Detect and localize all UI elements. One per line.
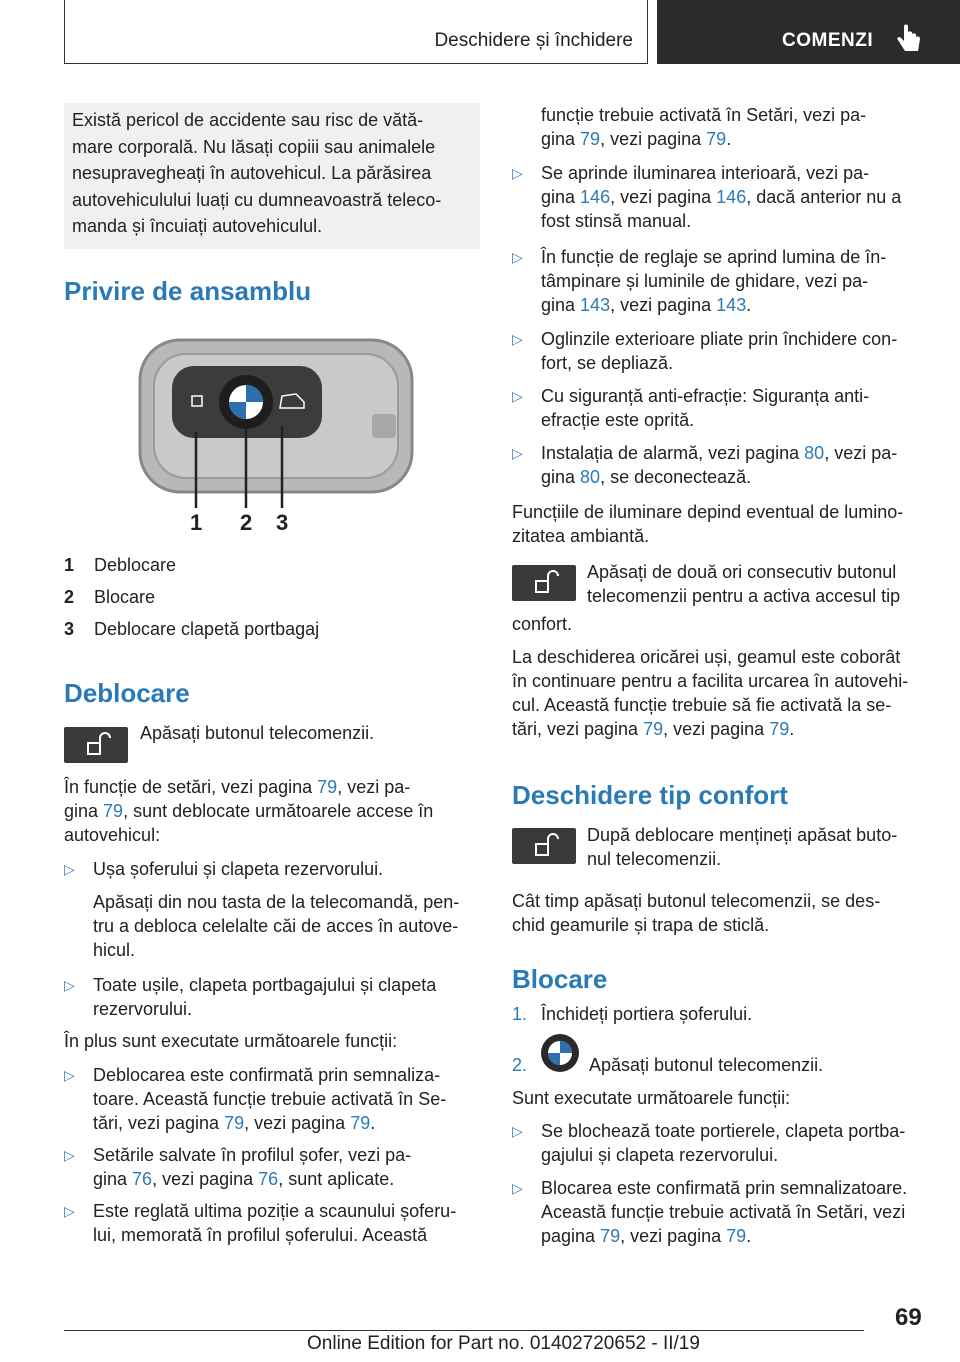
page-link[interactable]: 79 [769, 719, 790, 739]
step-text: Închideți portiera șoferului. [541, 1004, 753, 1024]
header-section-box [64, 0, 648, 64]
bullet-continuation: Apăsați din nou tasta de la telecomandă, pen- tru a debloca celelalte căi de acces în autove- hicul. [93, 892, 460, 960]
bullet-text: Este reglată ultima poziție a scaunului șoferu- lui, memorată în profilul șoferului. Această [93, 1201, 457, 1245]
legend-label: Deblocare [94, 555, 177, 575]
bullet-text: Deblocarea este confirmată prin semnaliza- toare. Această funcție trebuie activată în Se- tări, vezi pagina 79, vezi pagina 79. [93, 1065, 447, 1133]
legend-number: 1 [64, 555, 75, 575]
unlock-press-text: Apăsați butonul telecomenzii. [140, 723, 375, 743]
bullet-triangle-icon: ▷ [512, 249, 523, 265]
continuation-text: funcție trebuie activată în Setări, vezi pa- gina 79, vezi pagina 79. [541, 105, 867, 149]
door-open-text: La deschiderea oricărei uși, geamul este coborât în continuare pentru a facilita urcarea în autovehi- cul. Această funcție trebuie să fie activată la se- tări, vezi pagina 79, vezi pagina 79. [512, 647, 909, 739]
bullet-text: Se aprinde iluminarea interioară, vezi pa- gina 146, vezi pagina 146, dacă anterior nu a fost stinsă manual. [541, 163, 902, 231]
legend-item [64, 617, 320, 641]
unlock-button-icon [512, 828, 576, 864]
legend-item [64, 553, 177, 577]
page-link[interactable]: 79 [643, 719, 664, 739]
page-link[interactable]: 146 [580, 187, 611, 207]
bmw-logo-button-icon [540, 1033, 580, 1073]
bullet-triangle-icon: ▷ [512, 445, 523, 461]
footer-divider [64, 1330, 864, 1331]
bullet-triangle-icon: ▷ [64, 977, 75, 993]
warning-line: mare corporală. Nu lăsați copiii sau animalele [72, 136, 436, 157]
page-link[interactable]: 79 [350, 1113, 371, 1133]
warning-line: autovehiculului luați cu dumneavoastră teleco- [72, 189, 442, 210]
car-key-figure [136, 336, 420, 536]
bullet-triangle-icon: ▷ [64, 1147, 75, 1163]
warning-line: nesupravegheați în autovehicul. La părăsirea [72, 163, 432, 183]
bullet-triangle-icon: ▷ [64, 861, 75, 877]
header-chapter-title: COMENZI [782, 30, 874, 51]
bullet-triangle-icon: ▷ [512, 165, 523, 181]
legend-number: 3 [64, 619, 75, 639]
page-link[interactable]: 76 [132, 1169, 153, 1189]
page-number: 69 [895, 1304, 922, 1331]
unlock-intro: În funcție de setări, vezi pagina 79, vezi pa- gina 79, sunt deblocate următoarele accese în autovehicul: [64, 777, 434, 845]
header-chapter-box [657, 0, 960, 64]
page-link[interactable]: 143 [716, 295, 747, 315]
page-link[interactable]: 79 [580, 129, 601, 149]
bullet-text: Instalația de alarmă, vezi pagina 80, vezi pa- gina 80, se deconectează. [541, 443, 898, 487]
figure-label: 1 [190, 510, 203, 535]
hold-button-text: După deblocare mențineți apăsat buto- nul telecomenzii. [587, 825, 898, 869]
page-link[interactable]: 146 [716, 187, 747, 207]
bullet-triangle-icon: ▷ [512, 388, 523, 404]
press-twice-text-end: confort. [512, 614, 573, 634]
page-link[interactable]: 80 [804, 443, 825, 463]
footer-edition: Online Edition for Part no. 01402720652 - II/19 [307, 1333, 700, 1354]
comfort-heading: Deschidere tip confort [512, 780, 788, 810]
step-number: 2. [512, 1055, 528, 1075]
press-twice-text: Apăsați de două ori consecutiv butonul telecomenzii pentru a activa accesul tip [587, 562, 901, 606]
overview-heading: Privire de ansamblu [64, 276, 312, 306]
warning-line: manda și încuiați autovehiculul. [72, 216, 323, 236]
hand-pointer-icon [895, 24, 923, 54]
step-item [512, 1002, 753, 1026]
step-text: Apăsați butonul telecomenzii. [589, 1055, 824, 1075]
page-link[interactable]: 79 [224, 1113, 245, 1133]
warning-line: Există pericol de accidente sau risc de vătă- [72, 110, 424, 130]
legend-label: Blocare [94, 587, 156, 607]
lock-heading: Blocare [512, 964, 608, 994]
bullet-text: Ușa șoferului și clapeta rezervorului. [93, 859, 384, 879]
extra-functions-text: În plus sunt executate următoarele funcții: [64, 1031, 398, 1051]
page-link[interactable]: 79 [317, 777, 338, 797]
page-link[interactable]: 80 [580, 467, 601, 487]
page-link[interactable]: 79 [706, 129, 727, 149]
unlock-button-icon [64, 727, 128, 763]
lighting-note: Funcțiile de iluminare depind eventual de lumino- zitatea ambiantă. [512, 502, 904, 546]
warning-box [64, 103, 480, 249]
page-link[interactable]: 76 [258, 1169, 279, 1189]
unlock-button-icon [512, 565, 576, 601]
page-link[interactable]: 79 [600, 1226, 621, 1246]
step-item [512, 1053, 527, 1077]
legend-number: 2 [64, 587, 75, 607]
bullet-text: Toate ușile, clapeta portbagajului și clapeta rezervorului. [93, 975, 437, 1019]
figure-label: 2 [240, 510, 253, 535]
legend-item [64, 585, 156, 609]
bullet-triangle-icon: ▷ [512, 331, 523, 347]
bullet-triangle-icon: ▷ [512, 1123, 523, 1139]
page-link[interactable]: 79 [726, 1226, 747, 1246]
legend-label: Deblocare clapetă portbagaj [94, 619, 320, 639]
page-link[interactable]: 143 [580, 295, 611, 315]
bullet-text: Se blochează toate portierele, clapeta portba- gajului și clapeta rezervorului. [541, 1121, 906, 1165]
bullet-triangle-icon: ▷ [64, 1203, 75, 1219]
bullet-text: Blocarea este confirmată prin semnalizatoare. Această funcție trebuie activată în Setări, vezi pagina 79, vezi pagina 79. [541, 1178, 908, 1246]
bullet-text: În funcție de reglaje se aprind lumina de în- tâmpinare și luminile de ghidare, vezi pa- gina 143, vezi pagina 143. [541, 247, 887, 315]
executed-functions-text: Sunt executate următoarele funcții: [512, 1088, 791, 1108]
bullet-text: Cu siguranță anti-efracție: Siguranța anti- efracție este oprită. [541, 386, 870, 430]
figure-label: 3 [276, 510, 289, 535]
bullet-triangle-icon: ▷ [512, 1180, 523, 1196]
bullet-text: Setările salvate în profilul șofer, vezi pa- gina 76, vezi pagina 76, sunt aplicate. [93, 1145, 412, 1189]
bullet-triangle-icon: ▷ [64, 1067, 75, 1083]
header-section-title: Deschidere și închidere [434, 30, 633, 51]
windows-open-text: Cât timp apăsați butonul telecomenzii, se des- chid geamurile și trapa de sticlă. [512, 891, 881, 935]
page-link[interactable]: 79 [103, 801, 124, 821]
unlock-heading: Deblocare [64, 678, 190, 708]
bullet-text: Oglinzile exterioare pliate prin închidere con- fort, se depliază. [541, 329, 898, 373]
step-number: 1. [512, 1004, 528, 1024]
